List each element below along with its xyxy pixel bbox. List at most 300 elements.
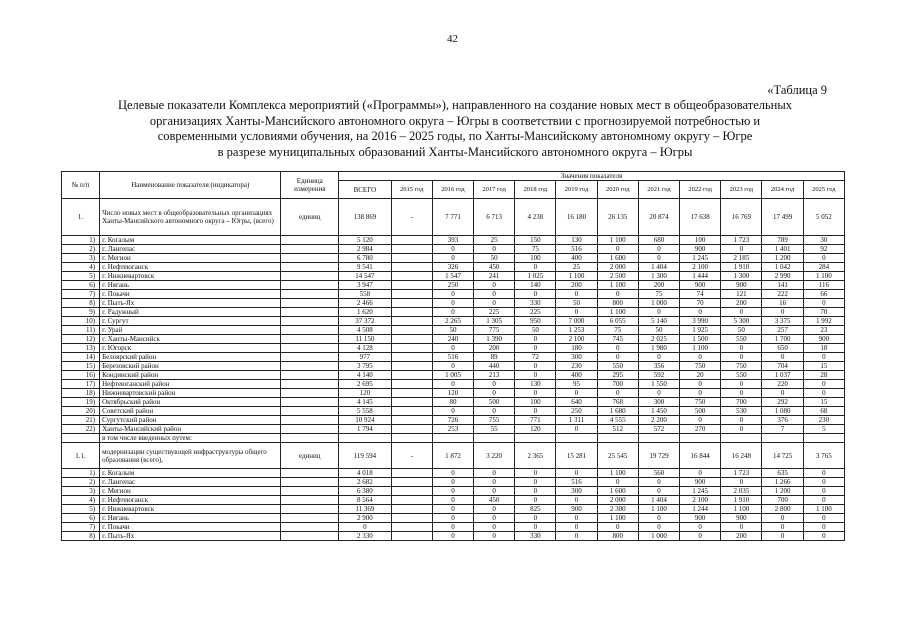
value-cell xyxy=(391,505,432,514)
value-cell: 5 558 xyxy=(339,407,392,416)
unit-cell xyxy=(281,353,339,362)
value-cell: 2 100 xyxy=(680,496,721,505)
unit-cell xyxy=(281,326,339,335)
value-cell: 1 100 xyxy=(803,505,844,514)
value-cell: 0 xyxy=(432,532,473,541)
value-cell: 0 xyxy=(803,299,844,308)
value-cell: 253 xyxy=(432,425,473,434)
value-cell: 16 769 xyxy=(721,199,762,236)
value-cell: 1 100 xyxy=(638,505,679,514)
value-cell: 1 305 xyxy=(474,317,515,326)
empty-cell xyxy=(597,434,638,443)
value-cell: 140 xyxy=(515,281,556,290)
value-cell xyxy=(391,371,432,380)
value-cell: 0 xyxy=(515,263,556,272)
value-cell: 74 xyxy=(680,290,721,299)
value-cell: 6 380 xyxy=(339,487,392,496)
value-cell: 0 xyxy=(474,407,515,416)
value-cell: 1 100 xyxy=(556,272,597,281)
value-cell: 1 794 xyxy=(339,425,392,434)
value-cell xyxy=(391,299,432,308)
table-row xyxy=(62,263,845,272)
value-cell xyxy=(391,398,432,407)
value-cell: 4 018 xyxy=(339,469,392,478)
value-cell: 1 723 xyxy=(721,469,762,478)
unit-cell xyxy=(281,496,339,505)
unit-cell xyxy=(281,487,339,496)
unit-cell: единиц xyxy=(281,199,339,236)
unit-cell xyxy=(281,263,339,272)
value-cell: 116 xyxy=(803,281,844,290)
value-cell: 704 xyxy=(762,362,803,371)
value-cell: 16 248 xyxy=(721,443,762,469)
row-number: 2) xyxy=(62,478,100,487)
value-cell: 700 xyxy=(721,398,762,407)
row-number: 16) xyxy=(62,371,100,380)
table-row xyxy=(62,380,845,389)
value-cell: 0 xyxy=(680,532,721,541)
value-cell: 0 xyxy=(432,478,473,487)
unit-cell xyxy=(281,245,339,254)
unit-cell xyxy=(281,407,339,416)
row-number: 5) xyxy=(62,272,100,281)
municipality-name: г. Сургут xyxy=(100,317,281,326)
value-cell: 789 xyxy=(762,236,803,245)
value-cell: 9 541 xyxy=(339,263,392,272)
value-cell: 1 547 xyxy=(432,272,473,281)
value-cell: 771 xyxy=(515,416,556,425)
value-cell: 0 xyxy=(803,523,844,532)
value-cell: 0 xyxy=(680,353,721,362)
value-cell: 592 xyxy=(638,371,679,380)
value-cell: 2 025 xyxy=(638,335,679,344)
value-cell: 3 765 xyxy=(803,443,844,469)
value-cell: 200 xyxy=(556,281,597,290)
table-reference: «Таблица 9 xyxy=(767,83,827,97)
row-number: 7) xyxy=(62,290,100,299)
value-cell: 400 xyxy=(556,371,597,380)
value-cell: 0 xyxy=(803,380,844,389)
value-cell: 0 xyxy=(762,389,803,398)
value-cell: 15 xyxy=(803,362,844,371)
empty-cell xyxy=(762,434,803,443)
value-cell: 0 xyxy=(432,254,473,263)
value-cell: 75 xyxy=(597,326,638,335)
value-cell: 0 xyxy=(638,514,679,523)
value-cell: 0 xyxy=(474,299,515,308)
municipality-name: г. Ханты-Мансийск xyxy=(100,335,281,344)
table-row xyxy=(62,407,845,416)
value-cell: 800 xyxy=(597,299,638,308)
table-row xyxy=(62,523,845,532)
table-row xyxy=(62,469,845,478)
value-cell: 0 xyxy=(556,523,597,532)
unit-cell xyxy=(281,532,339,541)
value-cell: 7 000 xyxy=(556,317,597,326)
value-cell: 220 xyxy=(762,380,803,389)
value-cell: 300 xyxy=(556,353,597,362)
row-number: 1. xyxy=(62,199,100,236)
value-cell: 330 xyxy=(515,532,556,541)
value-cell: 225 xyxy=(474,308,515,317)
value-cell: 72 xyxy=(515,353,556,362)
municipality-name: г. Пыть-Ях xyxy=(100,299,281,308)
value-cell: 0 xyxy=(432,344,473,353)
value-cell: - xyxy=(391,199,432,236)
row-number: 11) xyxy=(62,326,100,335)
value-cell: 213 xyxy=(474,371,515,380)
value-cell: 150 xyxy=(515,236,556,245)
value-cell xyxy=(391,362,432,371)
value-cell xyxy=(391,496,432,505)
value-cell: 4 508 xyxy=(339,326,392,335)
table-row xyxy=(62,487,845,496)
value-cell: 0 xyxy=(515,290,556,299)
value-cell: 0 xyxy=(680,469,721,478)
row-number: 7) xyxy=(62,523,100,532)
value-cell: 900 xyxy=(680,514,721,523)
value-cell: 1 100 xyxy=(597,308,638,317)
value-cell xyxy=(391,478,432,487)
value-cell: 1 100 xyxy=(597,469,638,478)
value-cell: 5 300 xyxy=(721,317,762,326)
header-year: 2015 год xyxy=(391,181,432,199)
value-cell: 0 xyxy=(721,523,762,532)
value-cell: 0 xyxy=(638,254,679,263)
value-cell: 326 xyxy=(432,263,473,272)
value-cell: 0 xyxy=(474,290,515,299)
value-cell: 0 xyxy=(597,389,638,398)
value-cell: 0 xyxy=(432,505,473,514)
row-number: 17) xyxy=(62,380,100,389)
value-cell: 800 xyxy=(597,532,638,541)
value-cell: 0 xyxy=(638,245,679,254)
value-cell: 0 xyxy=(680,389,721,398)
value-cell: 200 xyxy=(638,281,679,290)
value-cell: 0 xyxy=(597,245,638,254)
value-cell: - xyxy=(391,443,432,469)
value-cell: 14 547 xyxy=(339,272,392,281)
value-cell xyxy=(391,308,432,317)
unit-cell xyxy=(281,505,339,514)
value-cell: 516 xyxy=(432,353,473,362)
value-cell: 1 245 xyxy=(680,254,721,263)
value-cell xyxy=(391,532,432,541)
value-cell: 1 300 xyxy=(721,272,762,281)
unit-cell xyxy=(281,236,339,245)
value-cell: 0 xyxy=(803,487,844,496)
table-row xyxy=(62,245,845,254)
value-cell: 292 xyxy=(762,398,803,407)
municipality-name: г. Пыть-Ях xyxy=(100,532,281,541)
value-cell xyxy=(391,281,432,290)
empty-cell xyxy=(556,434,597,443)
value-cell: 0 xyxy=(556,532,597,541)
value-cell: 0 xyxy=(515,496,556,505)
value-cell: 768 xyxy=(597,398,638,407)
empty-cell xyxy=(339,434,392,443)
value-cell: 241 xyxy=(474,272,515,281)
unit-cell xyxy=(281,371,339,380)
value-cell: 550 xyxy=(721,371,762,380)
header-year: 2025 год xyxy=(803,181,844,199)
unit-cell xyxy=(281,380,339,389)
municipality-name: Ханты-Мансийский район xyxy=(100,425,281,434)
row-number: 2) xyxy=(62,245,100,254)
value-cell: 100 xyxy=(515,254,556,263)
value-cell: 3 220 xyxy=(474,443,515,469)
value-cell: 2 800 xyxy=(762,505,803,514)
value-cell: 230 xyxy=(556,362,597,371)
value-cell: 66 xyxy=(803,290,844,299)
indicator-name: модернизации существующей инфраструктуры общего образования (всего), xyxy=(100,443,281,469)
value-cell: 0 xyxy=(515,362,556,371)
value-cell: 1 266 xyxy=(762,478,803,487)
value-cell: 640 xyxy=(556,398,597,407)
row-number: 1) xyxy=(62,469,100,478)
value-cell: 750 xyxy=(680,398,721,407)
table-row xyxy=(62,478,845,487)
value-cell: 50 xyxy=(638,326,679,335)
unit-cell xyxy=(281,335,339,344)
table-row xyxy=(62,416,845,425)
table-row xyxy=(62,335,845,344)
value-cell: 0 xyxy=(597,344,638,353)
municipality-name: г. Когалым xyxy=(100,236,281,245)
row-number: 8) xyxy=(62,532,100,541)
municipality-name: Нефтеюганский район xyxy=(100,380,281,389)
municipality-name: г. Мегион xyxy=(100,487,281,496)
value-cell: 516 xyxy=(556,478,597,487)
table-row xyxy=(62,317,845,326)
value-cell: 3 990 xyxy=(680,317,721,326)
value-cell: 0 xyxy=(556,469,597,478)
value-cell: 284 xyxy=(803,263,844,272)
including-row xyxy=(62,434,845,443)
value-cell: 0 xyxy=(721,308,762,317)
value-cell: 2 330 xyxy=(339,532,392,541)
value-cell: 0 xyxy=(474,469,515,478)
value-cell: 0 xyxy=(515,407,556,416)
value-cell: 0 xyxy=(680,523,721,532)
municipality-name: Кондинский район xyxy=(100,371,281,380)
value-cell: 2 000 xyxy=(597,263,638,272)
value-cell xyxy=(391,344,432,353)
value-cell xyxy=(391,407,432,416)
value-cell: 0 xyxy=(597,523,638,532)
value-cell: 700 xyxy=(597,380,638,389)
value-cell: 1 980 xyxy=(638,344,679,353)
value-cell: 1 244 xyxy=(680,505,721,514)
value-cell: 0 xyxy=(556,425,597,434)
municipality-name: г. Югорск xyxy=(100,344,281,353)
row-number: 4) xyxy=(62,263,100,272)
value-cell: 50 xyxy=(474,254,515,263)
value-cell: 0 xyxy=(474,478,515,487)
header-year: 2021 год xyxy=(638,181,679,199)
value-cell: 0 xyxy=(515,523,556,532)
value-cell: 2 990 xyxy=(762,272,803,281)
value-cell: 5 xyxy=(803,425,844,434)
value-cell: 900 xyxy=(680,245,721,254)
value-cell: 2 365 xyxy=(515,443,556,469)
value-cell: 0 xyxy=(556,290,597,299)
value-cell: 0 xyxy=(597,478,638,487)
empty-cell xyxy=(638,434,679,443)
value-cell: 0 xyxy=(638,487,679,496)
value-cell: 572 xyxy=(638,425,679,434)
value-cell: 2 200 xyxy=(638,416,679,425)
value-cell: 17 638 xyxy=(680,199,721,236)
value-cell: 356 xyxy=(638,362,679,371)
value-cell: 0 xyxy=(515,344,556,353)
value-cell: 2 682 xyxy=(339,478,392,487)
value-cell: 119 594 xyxy=(339,443,392,469)
value-cell: 11 369 xyxy=(339,505,392,514)
value-cell: 6 780 xyxy=(339,254,392,263)
value-cell: 0 xyxy=(432,362,473,371)
row-number: 10) xyxy=(62,317,100,326)
unit-cell xyxy=(281,398,339,407)
municipality-name: г. Мегион xyxy=(100,254,281,263)
value-cell: 530 xyxy=(721,407,762,416)
value-cell: 3 947 xyxy=(339,281,392,290)
value-cell: 0 xyxy=(432,308,473,317)
value-cell: 50 xyxy=(515,326,556,335)
value-cell: 2 466 xyxy=(339,299,392,308)
unit-cell xyxy=(281,290,339,299)
table-row xyxy=(62,398,845,407)
value-cell: 0 xyxy=(474,514,515,523)
value-cell: 4 128 xyxy=(339,344,392,353)
value-cell: 1 925 xyxy=(680,326,721,335)
value-cell: 745 xyxy=(597,335,638,344)
value-cell xyxy=(391,389,432,398)
value-cell: 250 xyxy=(556,407,597,416)
value-cell: 450 xyxy=(474,496,515,505)
value-cell: 222 xyxy=(762,290,803,299)
value-cell: 400 xyxy=(556,254,597,263)
row-number: 19) xyxy=(62,398,100,407)
header-year: 2024 год xyxy=(762,181,803,199)
value-cell: 0 xyxy=(556,514,597,523)
value-cell: 750 xyxy=(680,362,721,371)
unit-cell: единиц xyxy=(281,443,339,469)
value-cell: 1 200 xyxy=(762,254,803,263)
unit-cell xyxy=(281,523,339,532)
value-cell xyxy=(391,263,432,272)
value-cell: 2 000 xyxy=(597,496,638,505)
value-cell: 20 xyxy=(680,371,721,380)
value-cell: 1 100 xyxy=(597,236,638,245)
value-cell: 1 100 xyxy=(803,272,844,281)
value-cell: 1 311 xyxy=(556,416,597,425)
municipality-name: г. Радужный xyxy=(100,308,281,317)
section-row xyxy=(62,199,845,236)
value-cell: 0 xyxy=(515,514,556,523)
value-cell: 70 xyxy=(680,299,721,308)
value-cell: 750 xyxy=(721,362,762,371)
value-cell: 0 xyxy=(597,353,638,362)
municipality-name: г. Нижневартовск xyxy=(100,272,281,281)
value-cell: 0 xyxy=(515,469,556,478)
value-cell: 0 xyxy=(556,308,597,317)
value-cell: 516 xyxy=(556,245,597,254)
value-cell: 2 265 xyxy=(432,317,473,326)
value-cell: 16 xyxy=(762,299,803,308)
value-cell: 1 872 xyxy=(432,443,473,469)
value-cell: 330 xyxy=(515,299,556,308)
row-number: 13) xyxy=(62,344,100,353)
value-cell: 100 xyxy=(515,398,556,407)
header-year: 2018 год xyxy=(515,181,556,199)
value-cell: 1 620 xyxy=(339,308,392,317)
value-cell xyxy=(391,272,432,281)
value-cell: 0 xyxy=(721,389,762,398)
header-year: 2017 год xyxy=(474,181,515,199)
value-cell: 138 869 xyxy=(339,199,392,236)
value-cell: 0 xyxy=(432,380,473,389)
value-cell: 0 xyxy=(556,496,597,505)
value-cell: 1 200 xyxy=(762,487,803,496)
unit-cell xyxy=(281,317,339,326)
value-cell: 4 555 xyxy=(597,416,638,425)
value-cell: 0 xyxy=(432,514,473,523)
value-cell: 16 844 xyxy=(680,443,721,469)
value-cell: 393 xyxy=(432,236,473,245)
value-cell: 0 xyxy=(474,523,515,532)
value-cell: 0 xyxy=(762,532,803,541)
value-cell: 0 xyxy=(432,290,473,299)
value-cell: 0 xyxy=(474,389,515,398)
row-number: 3) xyxy=(62,487,100,496)
value-cell: 0 xyxy=(515,371,556,380)
value-cell xyxy=(391,245,432,254)
value-cell: 3 795 xyxy=(339,362,392,371)
value-cell: 0 xyxy=(721,380,762,389)
empty-cell xyxy=(515,434,556,443)
value-cell: 1 910 xyxy=(721,496,762,505)
value-cell: 0 xyxy=(721,478,762,487)
value-cell xyxy=(391,425,432,434)
value-cell: 2 300 xyxy=(597,505,638,514)
value-cell: 2 500 xyxy=(597,272,638,281)
value-cell: 0 xyxy=(721,344,762,353)
value-cell: 300 xyxy=(556,487,597,496)
value-cell: 70 xyxy=(803,308,844,317)
municipality-name: г. Когалым xyxy=(100,469,281,478)
value-cell: 8 564 xyxy=(339,496,392,505)
value-cell xyxy=(391,254,432,263)
value-cell xyxy=(391,236,432,245)
value-cell: 0 xyxy=(762,308,803,317)
value-cell: 0 xyxy=(432,487,473,496)
unit-cell xyxy=(281,478,339,487)
table-row xyxy=(62,425,845,434)
value-cell: 0 xyxy=(803,478,844,487)
document-title xyxy=(40,98,870,160)
municipality-name: Октябрьский район xyxy=(100,398,281,407)
value-cell: 250 xyxy=(432,281,473,290)
value-cell xyxy=(391,416,432,425)
title-line: Целевые показатели Комплекса мероприятий («Программы»), направленного на создание новых мест в общеобразовательных xyxy=(117,98,793,112)
unit-cell xyxy=(281,299,339,308)
value-cell: 1 401 xyxy=(762,245,803,254)
table-row xyxy=(62,362,845,371)
unit-cell xyxy=(281,344,339,353)
value-cell: 15 xyxy=(803,398,844,407)
value-cell: 1 444 xyxy=(680,272,721,281)
